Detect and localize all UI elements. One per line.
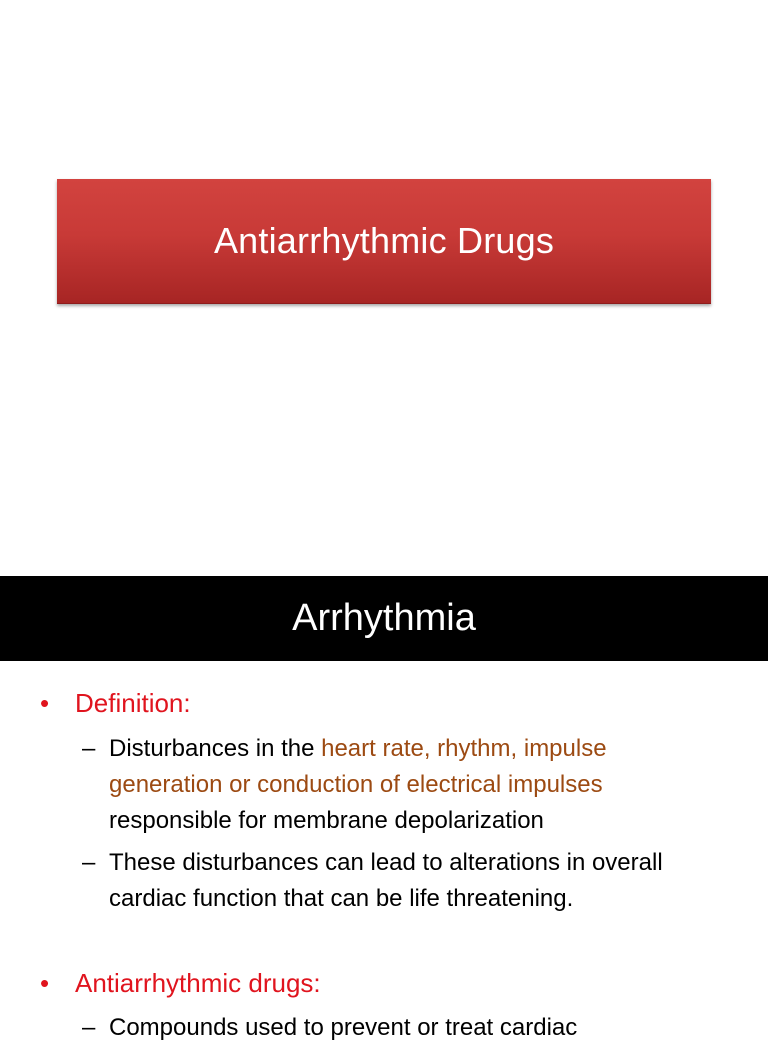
subitem-alterations [82,845,722,917]
highlighted-text: heart rate, rhythm, impulse generation or conduction of electrical impulses [109,735,607,798]
subitem-text [109,731,722,839]
title-box [57,179,711,304]
header-bar [0,576,768,661]
bullet-icon: • [40,688,50,718]
dash-icon: – [82,735,96,762]
dash-icon: – [82,849,96,876]
text-before: Disturbances in the [109,735,322,762]
text-after: responsible for membrane depolarization [109,807,544,834]
content-slide [0,576,768,1041]
subitem-compounds [82,1010,722,1046]
subitem-text: Compounds used to prevent or treat cardiac [109,1014,578,1041]
bullet-icon: • [40,968,50,998]
subitem-text: These disturbances can lead to alterations in overall cardiac function that can be life threatening. [109,849,663,912]
dash-icon: – [82,1014,96,1041]
bullet-antiarrhythmic [40,965,321,1001]
slide-heading: Arrhythmia [292,597,476,639]
slide-title: Antiarrhythmic Drugs [213,220,555,261]
bullet-definition [40,685,191,721]
bullet-label: Antiarrhythmic drugs: [75,968,321,998]
subitem-disturbances [82,731,722,839]
bullet-label: Definition: [75,688,191,718]
